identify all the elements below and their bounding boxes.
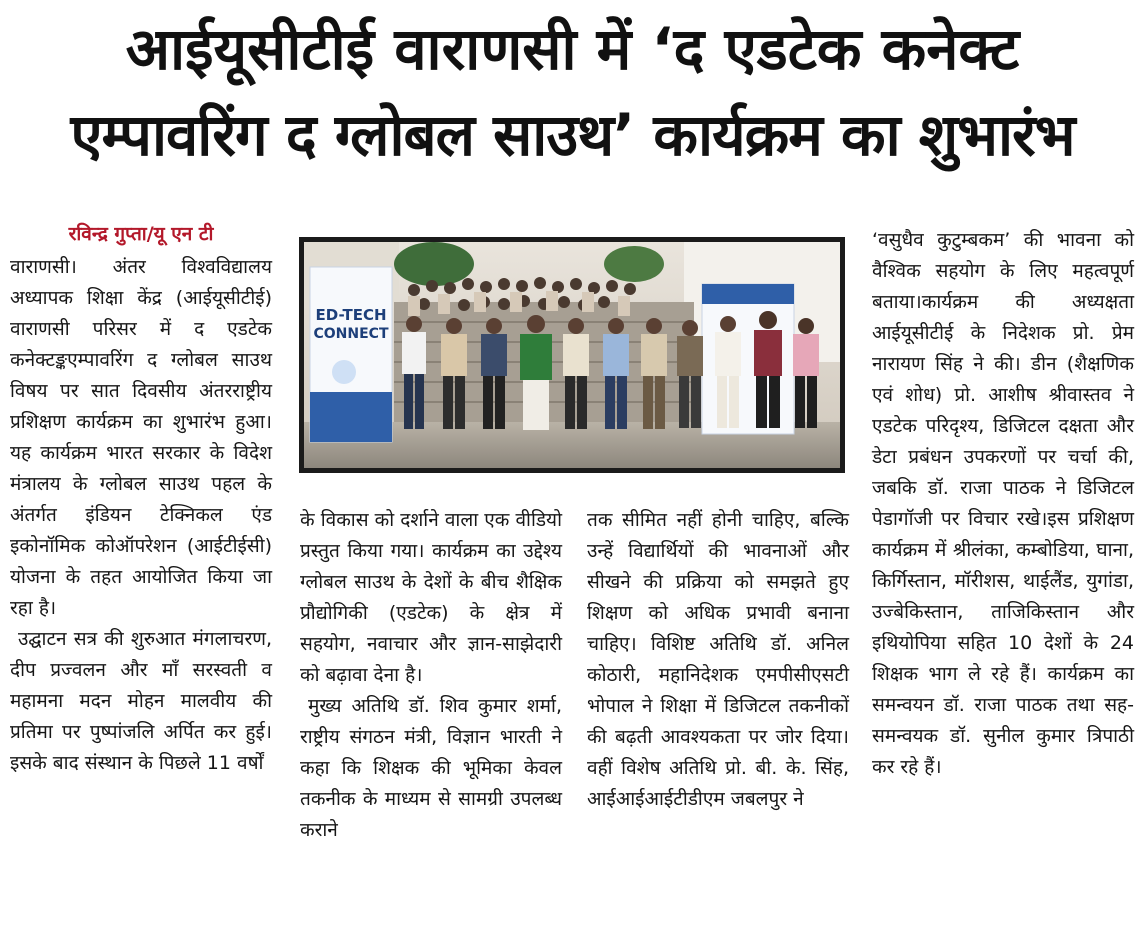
- column-3-paragraph-1: तक सीमित नहीं होनी चाहिए, बल्कि उन्हें विद्यार्थियों की भावनाओं और सीखने की प्रक्रिया को समझते हुए शिक्षण को अधिक प्रभावी बनाना चाहिए। विशिष्ट अतिथि डॉ. अनिल कोठारी, महानिदेशक एमपीसीएसटी भोपाल ने शिक्षा में डिजिटल तकनीकों की बढ़ती आवश्यकता पर जोर दिया। वहीं विशेष अतिथि प्रो. बी. के. सिंह, आईआईआईटीडीएम जबलपुर ने: [587, 509, 849, 810]
- article-column-3: [587, 505, 849, 815]
- headline: [0, 6, 1145, 178]
- column-1-paragraph-2: उद्घाटन सत्र की शुरुआत मंगलाचरण, दीप प्रज्वलन और माँ सरस्वती व महामना मदन मोहन मालवीय की प्रतिमा पर पुष्पांजलि अर्पित कर हुई। इसके बाद संस्थान के पिछले 11 वर्षों: [10, 628, 272, 774]
- article-column-2: [300, 505, 562, 846]
- banner-title-1: ED-TECH: [315, 306, 387, 324]
- column-4-paragraph-1: ‘वसुधैव कुटुम्बकम’ की भावना को वैश्विक सहयोग के लिए महत्वपूर्ण बताया।कार्यक्रम की अध्यक्षता आईयूसीटीई के निदेशक प्रो. प्रेम नारायण सिंह ने की। डीन (शैक्षणिक एवं शोध) प्रो. आशीष श्रीवास्तव ने एडटेक परिदृश्य, डिजिटल दक्षता और डेटा प्रबंधन उपकरणों पर चर्चा की, जबकि डॉ. राजा पाठक ने डिजिटल पेडागॉजी पर विचार रखे।इस प्रशिक्षण कार्यक्रम में श्रीलंका, कम्बोडिया, घाना, किर्गिस्तान, मॉरीशस, थाईलैंड, युगांडा, उज्बेकिस्तान, ताजिकिस्तान और इथियोपिया सहित 10 देशों के 24 शिक्षक भाग ले रहे हैं। कार्यक्रम का समन्वयन डॉ. राजा पाठक तथा सह-समन्वयक डॉ. सुनील कुमार त्रिपाठी कर रहे हैं।: [872, 229, 1134, 778]
- event-photo: [299, 237, 845, 473]
- headline-line-2: एम्पावरिंग द ग्लोबल साउथ’ कार्यक्रम का शुभारंभ: [70, 101, 1075, 169]
- article-column-4: [872, 225, 1134, 783]
- article-column-1: [10, 220, 272, 779]
- headline-line-1: आईयूसीटीई वाराणसी में ‘द एडटेक कनेक्ट: [125, 15, 1020, 83]
- banner-title-2: CONNECT: [313, 326, 389, 342]
- column-1-paragraph-1: वाराणसी। अंतर विश्वविद्यालय अध्यापक शिक्षा केंद्र (आईयूसीटीई) वाराणसी परिसर में द एडटेक कनेक्टङ्कएम्पावरिंग द ग्लोबल साउथ विषय पर सात दिवसीय अंतरराष्ट्रीय प्रशिक्षण कार्यक्रम का शुभारंभ हुआ। यह कार्यक्रम भारत सरकार के विदेश मंत्रालय के ग्लोबल साउथ पहल के अंतर्गत इंडियन टेक्निकल एंड इकोनॉमिक कोऑपरेशन (आईटीईसी) योजना के तहत आयोजित किया जा रहा है।: [10, 256, 272, 619]
- column-2-paragraph-2: मुख्य अतिथि डॉ. शिव कुमार शर्मा, राष्ट्रीय संगठन मंत्री, विज्ञान भारती ने कहा कि शिक्षक की भूमिका केवल तकनीक के माध्यम से सामग्री उपलब्ध कराने: [300, 695, 562, 841]
- column-2-paragraph-1: के विकास को दर्शाने वाला एक वीडियो प्रस्तुत किया गया। कार्यक्रम का उद्देश्य ग्लोबल साउथ के देशों के बीच शैक्षिक प्रौद्योगिकी (एडटेक) के क्षेत्र में सहयोग, नवाचार और ज्ञान-साझेदारी को बढ़ावा देना है।: [300, 509, 562, 686]
- group-photo-illustration: [304, 242, 840, 468]
- byline: रविन्द्र गुप्ता/यू एन टी: [68, 223, 214, 245]
